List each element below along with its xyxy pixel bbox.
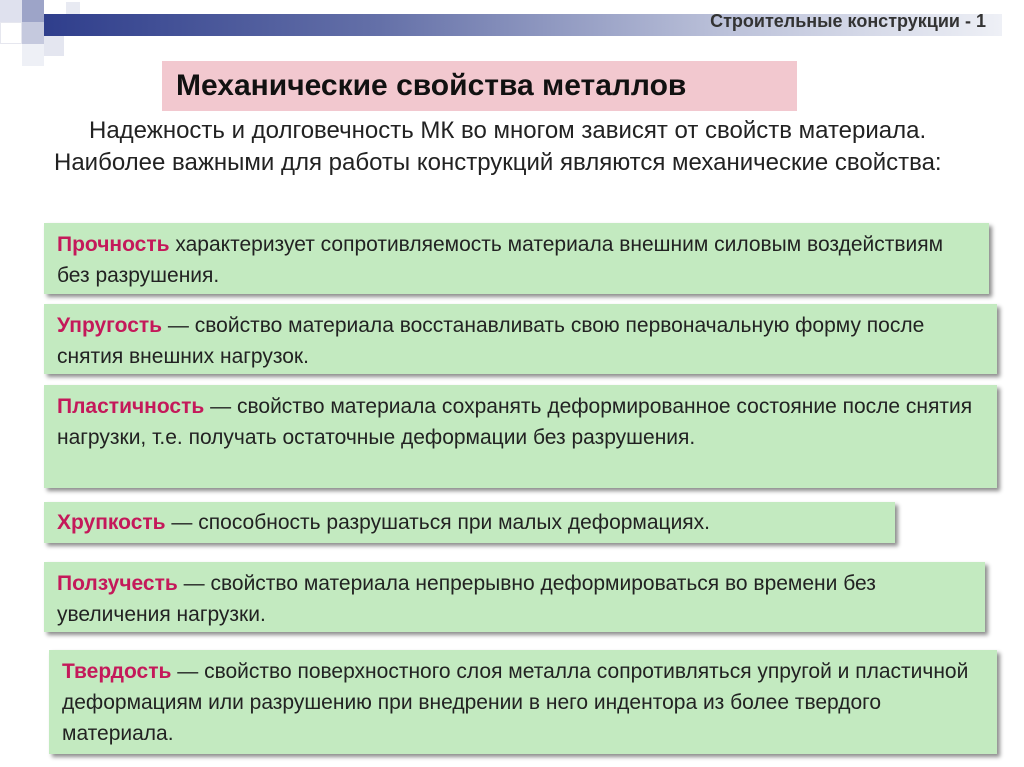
property-term: Хрупкость [57, 511, 166, 534]
decorative-square [0, 22, 22, 44]
property-description: — способность разрушаться при малых деформациях. [165, 511, 711, 534]
property-card-strength [44, 223, 989, 294]
property-term: Прочность [57, 233, 170, 256]
property-card-creep [44, 562, 985, 632]
property-description: — свойство материала непрерывно деформироваться во времени без увеличения нагрузки. [57, 572, 876, 626]
page-title: Механические свойства металлов [176, 69, 687, 102]
property-card-hardness [49, 650, 997, 754]
decorative-square [22, 0, 44, 22]
decorative-square [44, 36, 64, 56]
intro-paragraph: Надежность и долговечность МК во многом зависят от свойств материала. Наиболее важными для работы конструкций являются механические свойства: [54, 117, 942, 176]
property-description: — свойство материала сохранять деформированное состояние после снятия нагрузки, т.е. получать остаточные деформации без разрушения. [57, 395, 973, 449]
property-card-brittleness [44, 502, 895, 543]
decorative-square [22, 22, 44, 44]
title-box [162, 61, 797, 111]
property-description: характеризует сопротивляемость материала внешним силовым воздействиям без разрушения. [57, 233, 944, 287]
property-term: Твердость [62, 660, 172, 683]
course-label: Строительные конструкции - 1 [710, 11, 986, 31]
property-description: — свойство материала восстанавливать свою первоначальную форму после снятия внешних нагрузок. [57, 314, 925, 368]
decorative-square [22, 44, 44, 66]
property-term: Упругость [57, 314, 163, 337]
property-description: — свойство поверхностного слоя металла сопротивляться упругой и пластичной деформациям или разрушению при внедрении в него индентора из более твердого материала. [62, 660, 969, 745]
property-card-elasticity [44, 304, 997, 374]
property-term: Ползучесть [57, 572, 178, 595]
property-term: Пластичность [57, 395, 205, 418]
decorative-square [66, 2, 80, 14]
decorative-square [0, 0, 22, 22]
property-card-plasticity [44, 385, 997, 488]
